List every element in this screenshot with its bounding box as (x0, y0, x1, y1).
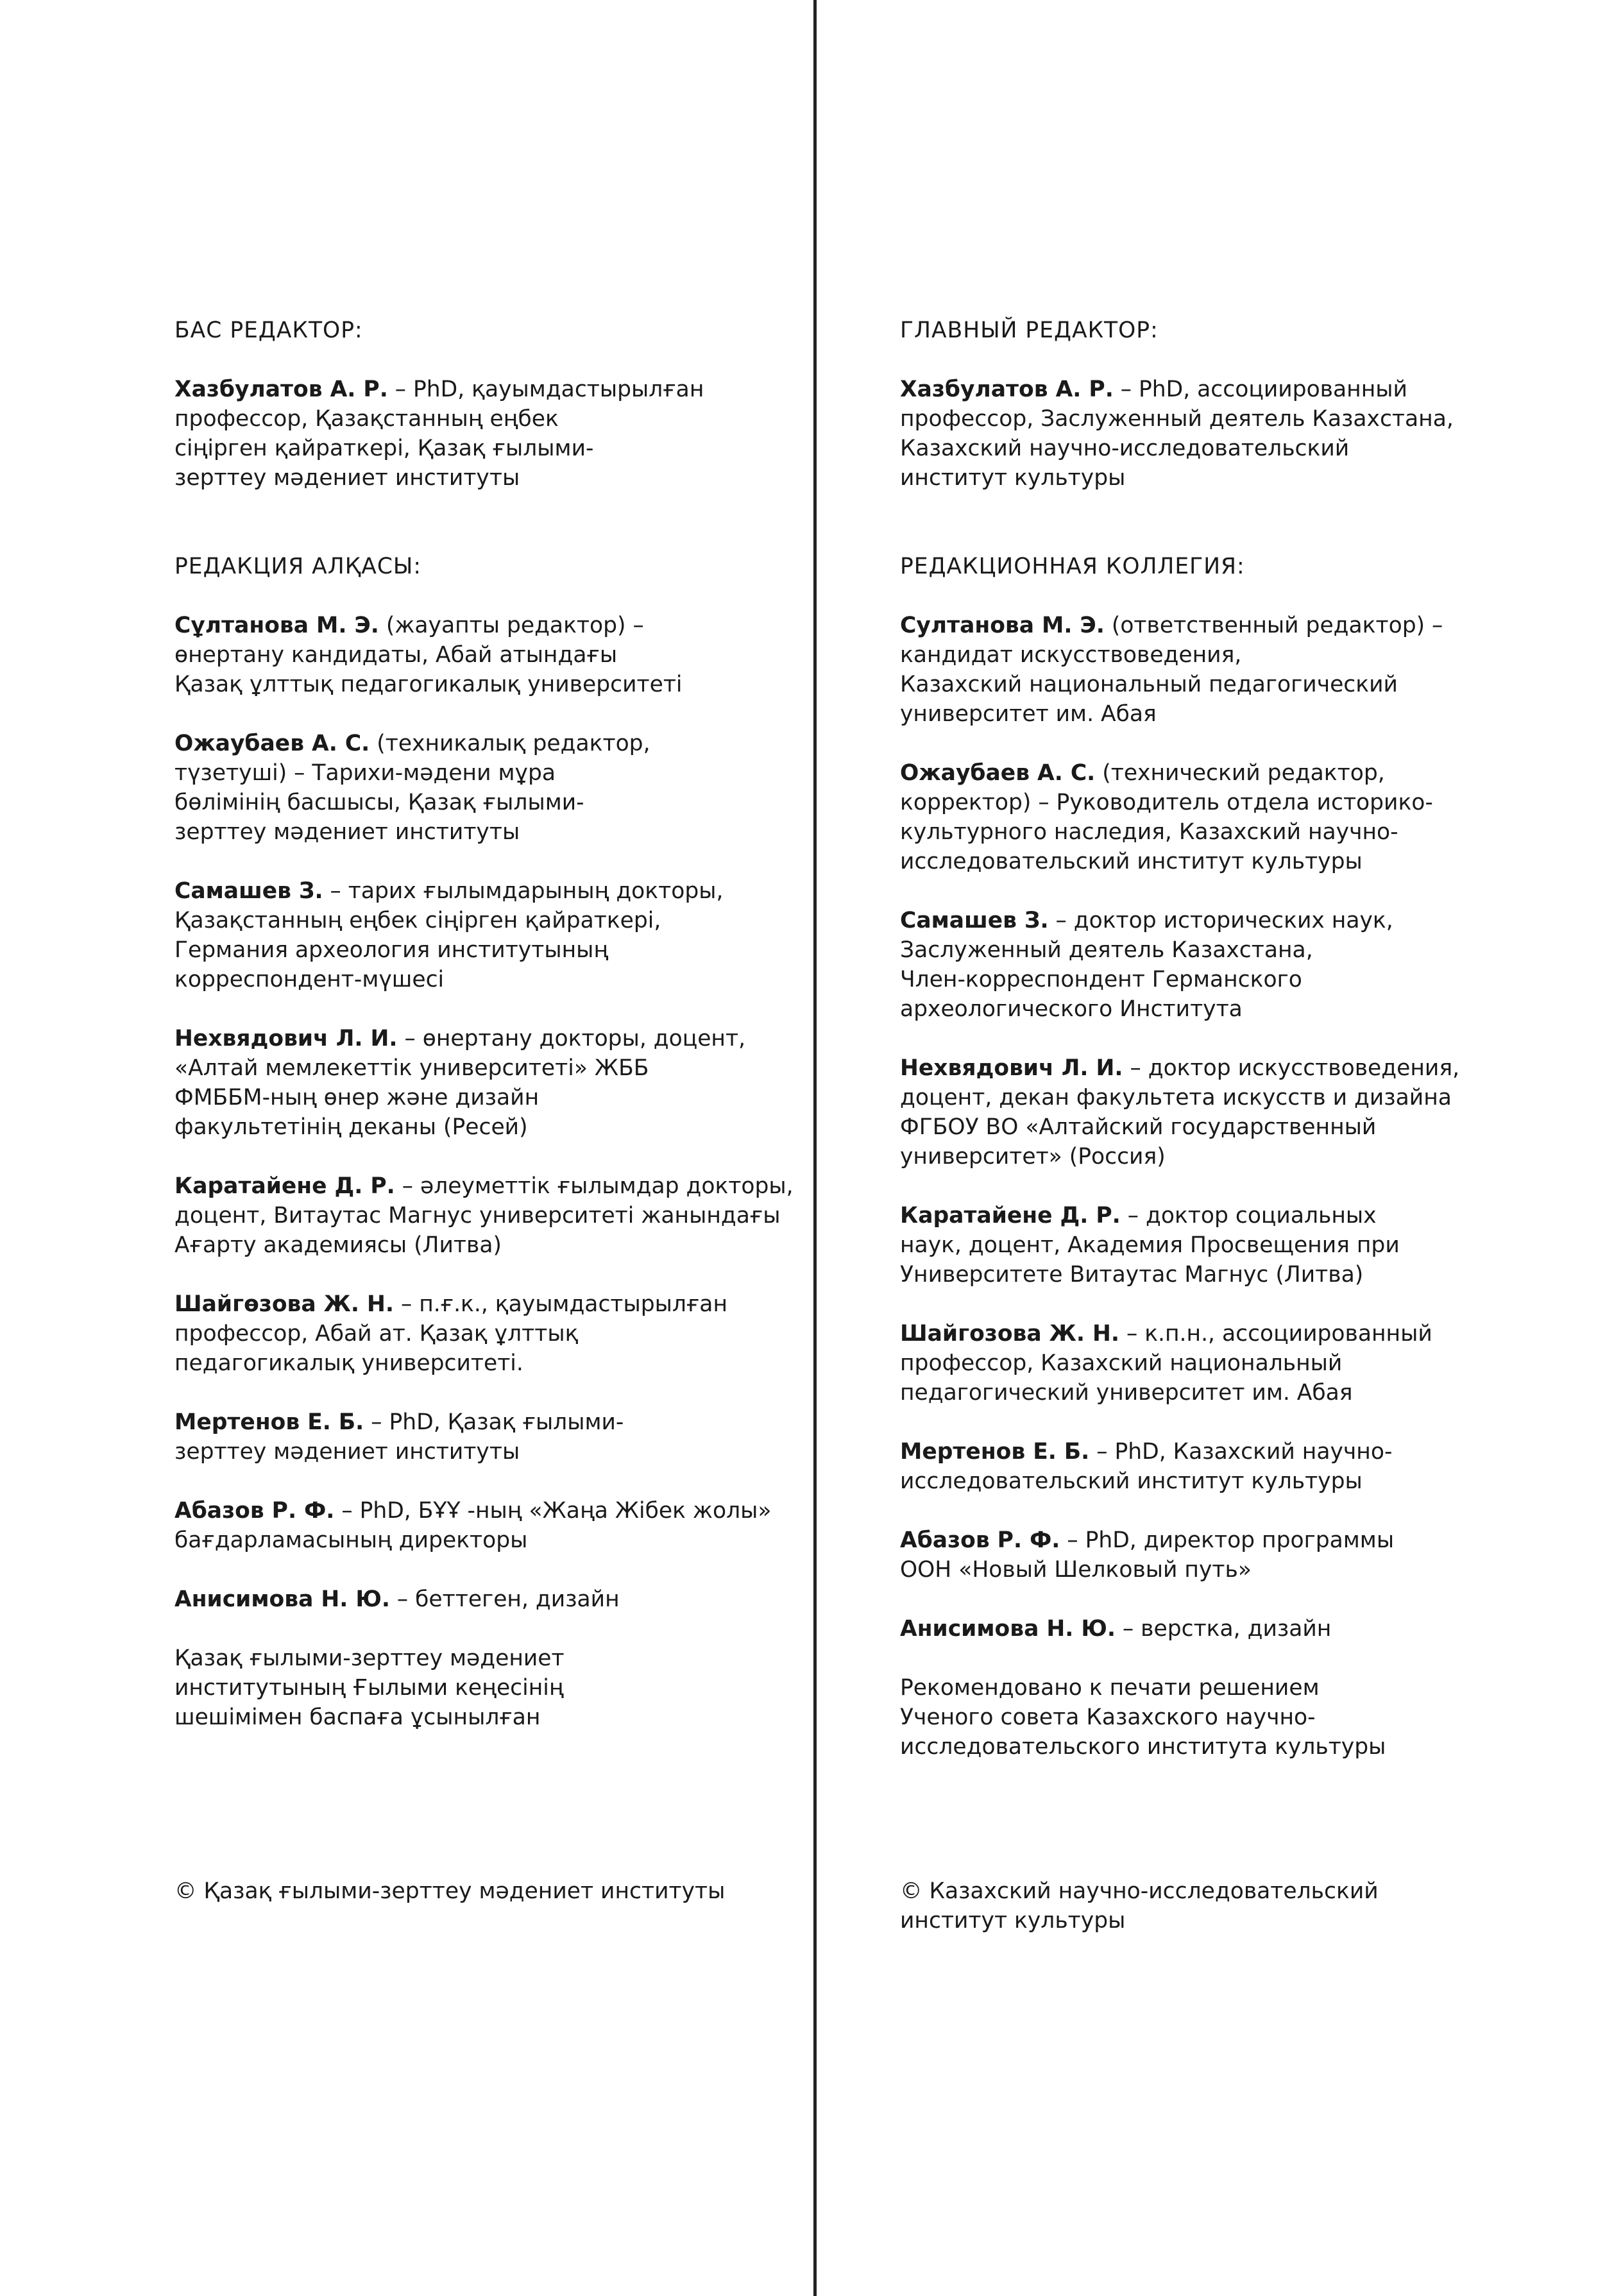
entry-text: доцент, декан факультета искусств и дизайна (900, 1085, 1452, 1110)
entry-line (900, 1673, 1516, 1703)
entry-line (174, 1112, 777, 1142)
entry-line (174, 1230, 777, 1260)
column-divider (813, 0, 817, 2296)
entry-line (174, 463, 777, 493)
person-name: Мертенов Е. Б. (900, 1439, 1090, 1465)
entry-line (900, 965, 1516, 994)
entry-line (174, 1201, 781, 1230)
entry-text: (техникалық редактор, (370, 731, 650, 756)
entry-text: – PhD, директор программы (1060, 1527, 1395, 1553)
person-name: Шайгөзова Ж. Н. (174, 1291, 395, 1317)
person-name: Нехвядович Л. И. (900, 1055, 1123, 1081)
entry-line (174, 640, 777, 670)
entry-line (174, 965, 777, 994)
person-name: Каратайене Д. Р. (900, 1203, 1121, 1229)
entry-line (900, 1230, 1516, 1260)
chief-editor-entry (900, 375, 1516, 493)
board-member-entry (900, 1053, 1516, 1171)
entry-text: профессор, Казахский национальный (900, 1350, 1343, 1376)
entry-line (174, 1171, 794, 1201)
person-name: Абазов Р. Ф. (900, 1527, 1060, 1553)
entry-line (900, 640, 1516, 670)
board-member-entry (174, 1171, 794, 1260)
entry-text: – өнертану докторы, доцент, (397, 1026, 746, 1051)
entry-line (900, 1348, 1516, 1378)
entry-line (174, 1319, 777, 1348)
entry-line (174, 670, 777, 699)
person-name: Хазбулатов А. Р. (900, 377, 1114, 402)
entry-text: профессор, Қазақстанның еңбек (174, 406, 559, 432)
entry-line (174, 1053, 777, 1083)
entry-line (900, 404, 1516, 434)
entry-text: – доктор социальных (1120, 1203, 1377, 1229)
entry-line (900, 611, 1516, 640)
copyright-line: © Казахский научно-исследовательский (900, 1878, 1379, 1904)
entry-text: университет им. Абая (900, 701, 1157, 727)
entry-line (900, 817, 1516, 847)
entry-line (900, 1112, 1516, 1142)
entry-line (174, 1585, 777, 1614)
board-member-entry (900, 1673, 1516, 1762)
entry-text: исследовательского института культуры (900, 1734, 1386, 1760)
entry-line (174, 1348, 777, 1378)
chief-editor-heading: ГЛАВНЫЙ РЕДАКТОР: (900, 318, 1159, 343)
editorial-board-list (900, 611, 1516, 1762)
copyright-line: © Қазақ ғылыми-зерттеу мәдениет институты (174, 1878, 726, 1904)
entry-line (174, 729, 777, 758)
entry-text: факультетінің деканы (Ресей) (174, 1114, 528, 1140)
entry-line (900, 788, 1516, 817)
entry-text: «Алтай мемлекеттік университеті» ЖББ (174, 1055, 649, 1081)
board-member-entry (174, 729, 777, 847)
entry-text: – PhD, ассоциированный (1113, 377, 1407, 402)
board-member-entry (174, 1496, 777, 1555)
entry-text: Член-корреспондент Германского (900, 967, 1302, 992)
board-member-entry (900, 1437, 1516, 1496)
entry-line (174, 1644, 777, 1673)
board-member-entry (174, 876, 777, 994)
entry-text: сіңірген қайраткері, Қазақ ғылыми- (174, 436, 594, 461)
entry-line (900, 935, 1516, 965)
person-name: Сұлтанова М. Э. (174, 613, 379, 638)
editorial-board-heading: РЕДАКЦИОННАЯ КОЛЛЕГИЯ: (900, 554, 1245, 579)
entry-text: Рекомендовано к печати решением (900, 1675, 1320, 1701)
person-name: Самашев З. (900, 908, 1049, 933)
entry-line (174, 1496, 777, 1526)
board-member-entry (900, 1319, 1516, 1407)
entry-text: профессор, Абай ат. Қазақ ұлттық (174, 1321, 579, 1347)
entry-line (174, 434, 777, 463)
entry-line (900, 1260, 1516, 1289)
entry-line (900, 699, 1516, 729)
board-member-entry (900, 906, 1516, 1024)
entry-line (900, 1526, 1516, 1555)
kazakh-column (174, 316, 794, 1732)
entry-text: ФГБОУ ВО «Алтайский государственный (900, 1114, 1377, 1140)
entry-text: өнертану кандидаты, Абай атындағы (174, 642, 618, 668)
entry-text: исследовательский институт культуры (900, 849, 1363, 874)
entry-line (900, 1319, 1516, 1348)
entry-line (174, 788, 777, 817)
entry-text: Ученого совета Казахского научно- (900, 1705, 1316, 1730)
entry-text: археологического Института (900, 996, 1243, 1022)
entry-text: культурного наследия, Казахский научно- (900, 819, 1398, 845)
entry-text: профессор, Заслуженный деятель Казахстана, (900, 406, 1454, 432)
entry-text: Қазақ ғылыми-зерттеу мәдениет (174, 1645, 565, 1671)
entry-line (900, 1555, 1516, 1585)
entry-text: (ответственный редактор) – (1104, 613, 1443, 638)
entry-line (174, 1703, 777, 1732)
person-name: Мертенов Е. Б. (174, 1409, 364, 1435)
entry-text: бағдарламасының директоры (174, 1527, 528, 1553)
board-member-entry (900, 1526, 1516, 1585)
entry-text: ООН «Новый Шелковый путь» (900, 1557, 1252, 1583)
entry-line (900, 670, 1516, 699)
entry-text: корреспондент-мүшесі (174, 967, 445, 992)
entry-text: – тарих ғылымдарының докторы, (323, 878, 724, 904)
entry-line (174, 758, 777, 788)
entry-text: ФМББМ-ның өнер және дизайн (174, 1085, 539, 1110)
entry-text: Қазақ ұлттық педагогикалық университеті (174, 672, 683, 697)
entry-line (900, 906, 1516, 935)
entry-text: корректор) – Руководитель отдела историко- (900, 790, 1433, 815)
entry-line (900, 1378, 1516, 1407)
entry-line (174, 1437, 777, 1467)
entry-text: педагогический университет им. Абая (900, 1380, 1353, 1406)
entry-text: – PhD, Қазақ ғылыми- (364, 1409, 624, 1435)
entry-text: – PhD, БҰҰ -ның «Жаңа Жібек жолы» (334, 1498, 772, 1524)
entry-line (900, 1083, 1516, 1112)
entry-text: зерттеу мәдениет институты (174, 1439, 520, 1465)
entry-text: Заслуженный деятель Казахстана, (900, 937, 1313, 963)
entry-line (900, 1142, 1516, 1171)
entry-text: – п.ғ.к., қауымдастырылған (394, 1291, 728, 1317)
entry-line (174, 1289, 777, 1319)
entry-line (174, 1407, 777, 1437)
person-name: Ожаубаев А. С. (174, 731, 370, 756)
copyright-line: институт культуры (900, 1908, 1126, 1934)
entry-line (900, 375, 1516, 404)
person-name: Шайгозова Ж. Н. (900, 1321, 1120, 1347)
entry-text: университет» (Россия) (900, 1144, 1166, 1169)
entry-line (900, 847, 1516, 876)
entry-text: – к.п.н., ассоциированный (1119, 1321, 1432, 1347)
person-name: Самашев З. (174, 878, 323, 904)
entry-text: (технический редактор, (1095, 760, 1385, 786)
board-member-entry (900, 1614, 1516, 1644)
entry-text: Қазақстанның еңбек сіңірген қайраткері, (174, 908, 661, 933)
kazakh-copyright (174, 1876, 725, 1906)
entry-line (174, 611, 777, 640)
entry-text: шешімімен баспаға ұсынылған (174, 1705, 541, 1730)
chief-editor-heading: БАС РЕДАКТОР: (174, 318, 363, 343)
entry-text: доцент, Витаутас Магнус университеті жанындағы (174, 1203, 781, 1229)
entry-line (900, 1201, 1516, 1230)
person-name: Абазов Р. Ф. (174, 1498, 335, 1524)
board-member-entry (174, 1024, 777, 1142)
entry-text: кандидат искусствоведения, (900, 642, 1242, 668)
entry-text: Университете Витаутас Магнус (Литва) (900, 1262, 1364, 1288)
russian-copyright (900, 1876, 1379, 1935)
entry-text: исследовательский институт культуры (900, 1468, 1363, 1494)
entry-text: – PhD, қауымдастырылған (387, 377, 704, 402)
board-member-entry (900, 758, 1516, 876)
entry-line (900, 1732, 1516, 1762)
entry-line (174, 404, 777, 434)
entry-text: институтының Ғылыми кеңесінің (174, 1675, 564, 1701)
entry-line (174, 1083, 777, 1112)
entry-line (174, 1526, 777, 1555)
entry-text: – доктор искусствоведения, (1123, 1055, 1460, 1081)
entry-text: Германия археология институтының (174, 937, 609, 963)
person-name: Хазбулатов А. Р. (174, 377, 388, 402)
entry-line (174, 876, 777, 906)
board-member-entry (900, 611, 1516, 729)
entry-text: – PhD, Казахский научно- (1089, 1439, 1393, 1465)
entry-text: – беттеген, дизайн (389, 1586, 620, 1612)
board-member-entry (174, 1407, 777, 1467)
entry-line (174, 1673, 777, 1703)
entry-text: зерттеу мәдениет институты (174, 465, 520, 491)
entry-line (900, 994, 1516, 1024)
entry-line (900, 1703, 1516, 1732)
entry-text: бөлімінің басшысы, Қазақ ғылыми- (174, 790, 584, 815)
person-name: Ожаубаев А. С. (900, 760, 1096, 786)
entry-line (900, 1614, 1516, 1644)
board-member-entry (174, 1289, 777, 1378)
russian-column (900, 316, 1516, 1762)
entry-line (900, 758, 1516, 788)
entry-text: – верстка, дизайн (1115, 1616, 1332, 1642)
entry-text: – әлеуметтік ғылымдар докторы, (395, 1173, 794, 1199)
entry-line (174, 817, 777, 847)
board-member-entry (174, 1585, 777, 1614)
editorial-board-heading: РЕДАКЦИЯ АЛҚАСЫ: (174, 554, 421, 579)
entry-line (174, 906, 777, 935)
entry-text: Ағарту академиясы (Литва) (174, 1232, 502, 1258)
person-name: Султанова М. Э. (900, 613, 1105, 638)
entry-text: педагогикалық университеті. (174, 1350, 523, 1376)
chief-editor-entry (174, 375, 777, 493)
entry-text: түзетуші) – Тарихи-мәдени мұра (174, 760, 556, 786)
entry-text: (жауапты редактор) – (378, 613, 644, 638)
entry-line (900, 1467, 1516, 1496)
entry-line (174, 375, 777, 404)
entry-text: – доктор исторических наук, (1048, 908, 1393, 933)
entry-text: Казахский научно-исследовательский (900, 436, 1350, 461)
person-name: Нехвядович Л. И. (174, 1026, 398, 1051)
entry-line (900, 1437, 1516, 1467)
board-member-entry (174, 1644, 777, 1732)
entry-text: Казахский национальный педагогический (900, 672, 1398, 697)
person-name: Каратайене Д. Р. (174, 1173, 395, 1199)
entry-line (174, 935, 777, 965)
entry-text: наук, доцент, Академия Просвещения при (900, 1232, 1400, 1258)
entry-line (900, 434, 1516, 463)
person-name: Анисимова Н. Ю. (174, 1586, 390, 1612)
entry-line (900, 1053, 1516, 1083)
editorial-board-list (174, 611, 794, 1732)
board-member-entry (174, 611, 777, 699)
entry-text: зерттеу мәдениет институты (174, 819, 520, 845)
board-member-entry (900, 1201, 1516, 1289)
entry-line (900, 463, 1516, 493)
entry-text: институт культуры (900, 465, 1126, 491)
person-name: Анисимова Н. Ю. (900, 1616, 1116, 1642)
entry-line (174, 1024, 777, 1053)
